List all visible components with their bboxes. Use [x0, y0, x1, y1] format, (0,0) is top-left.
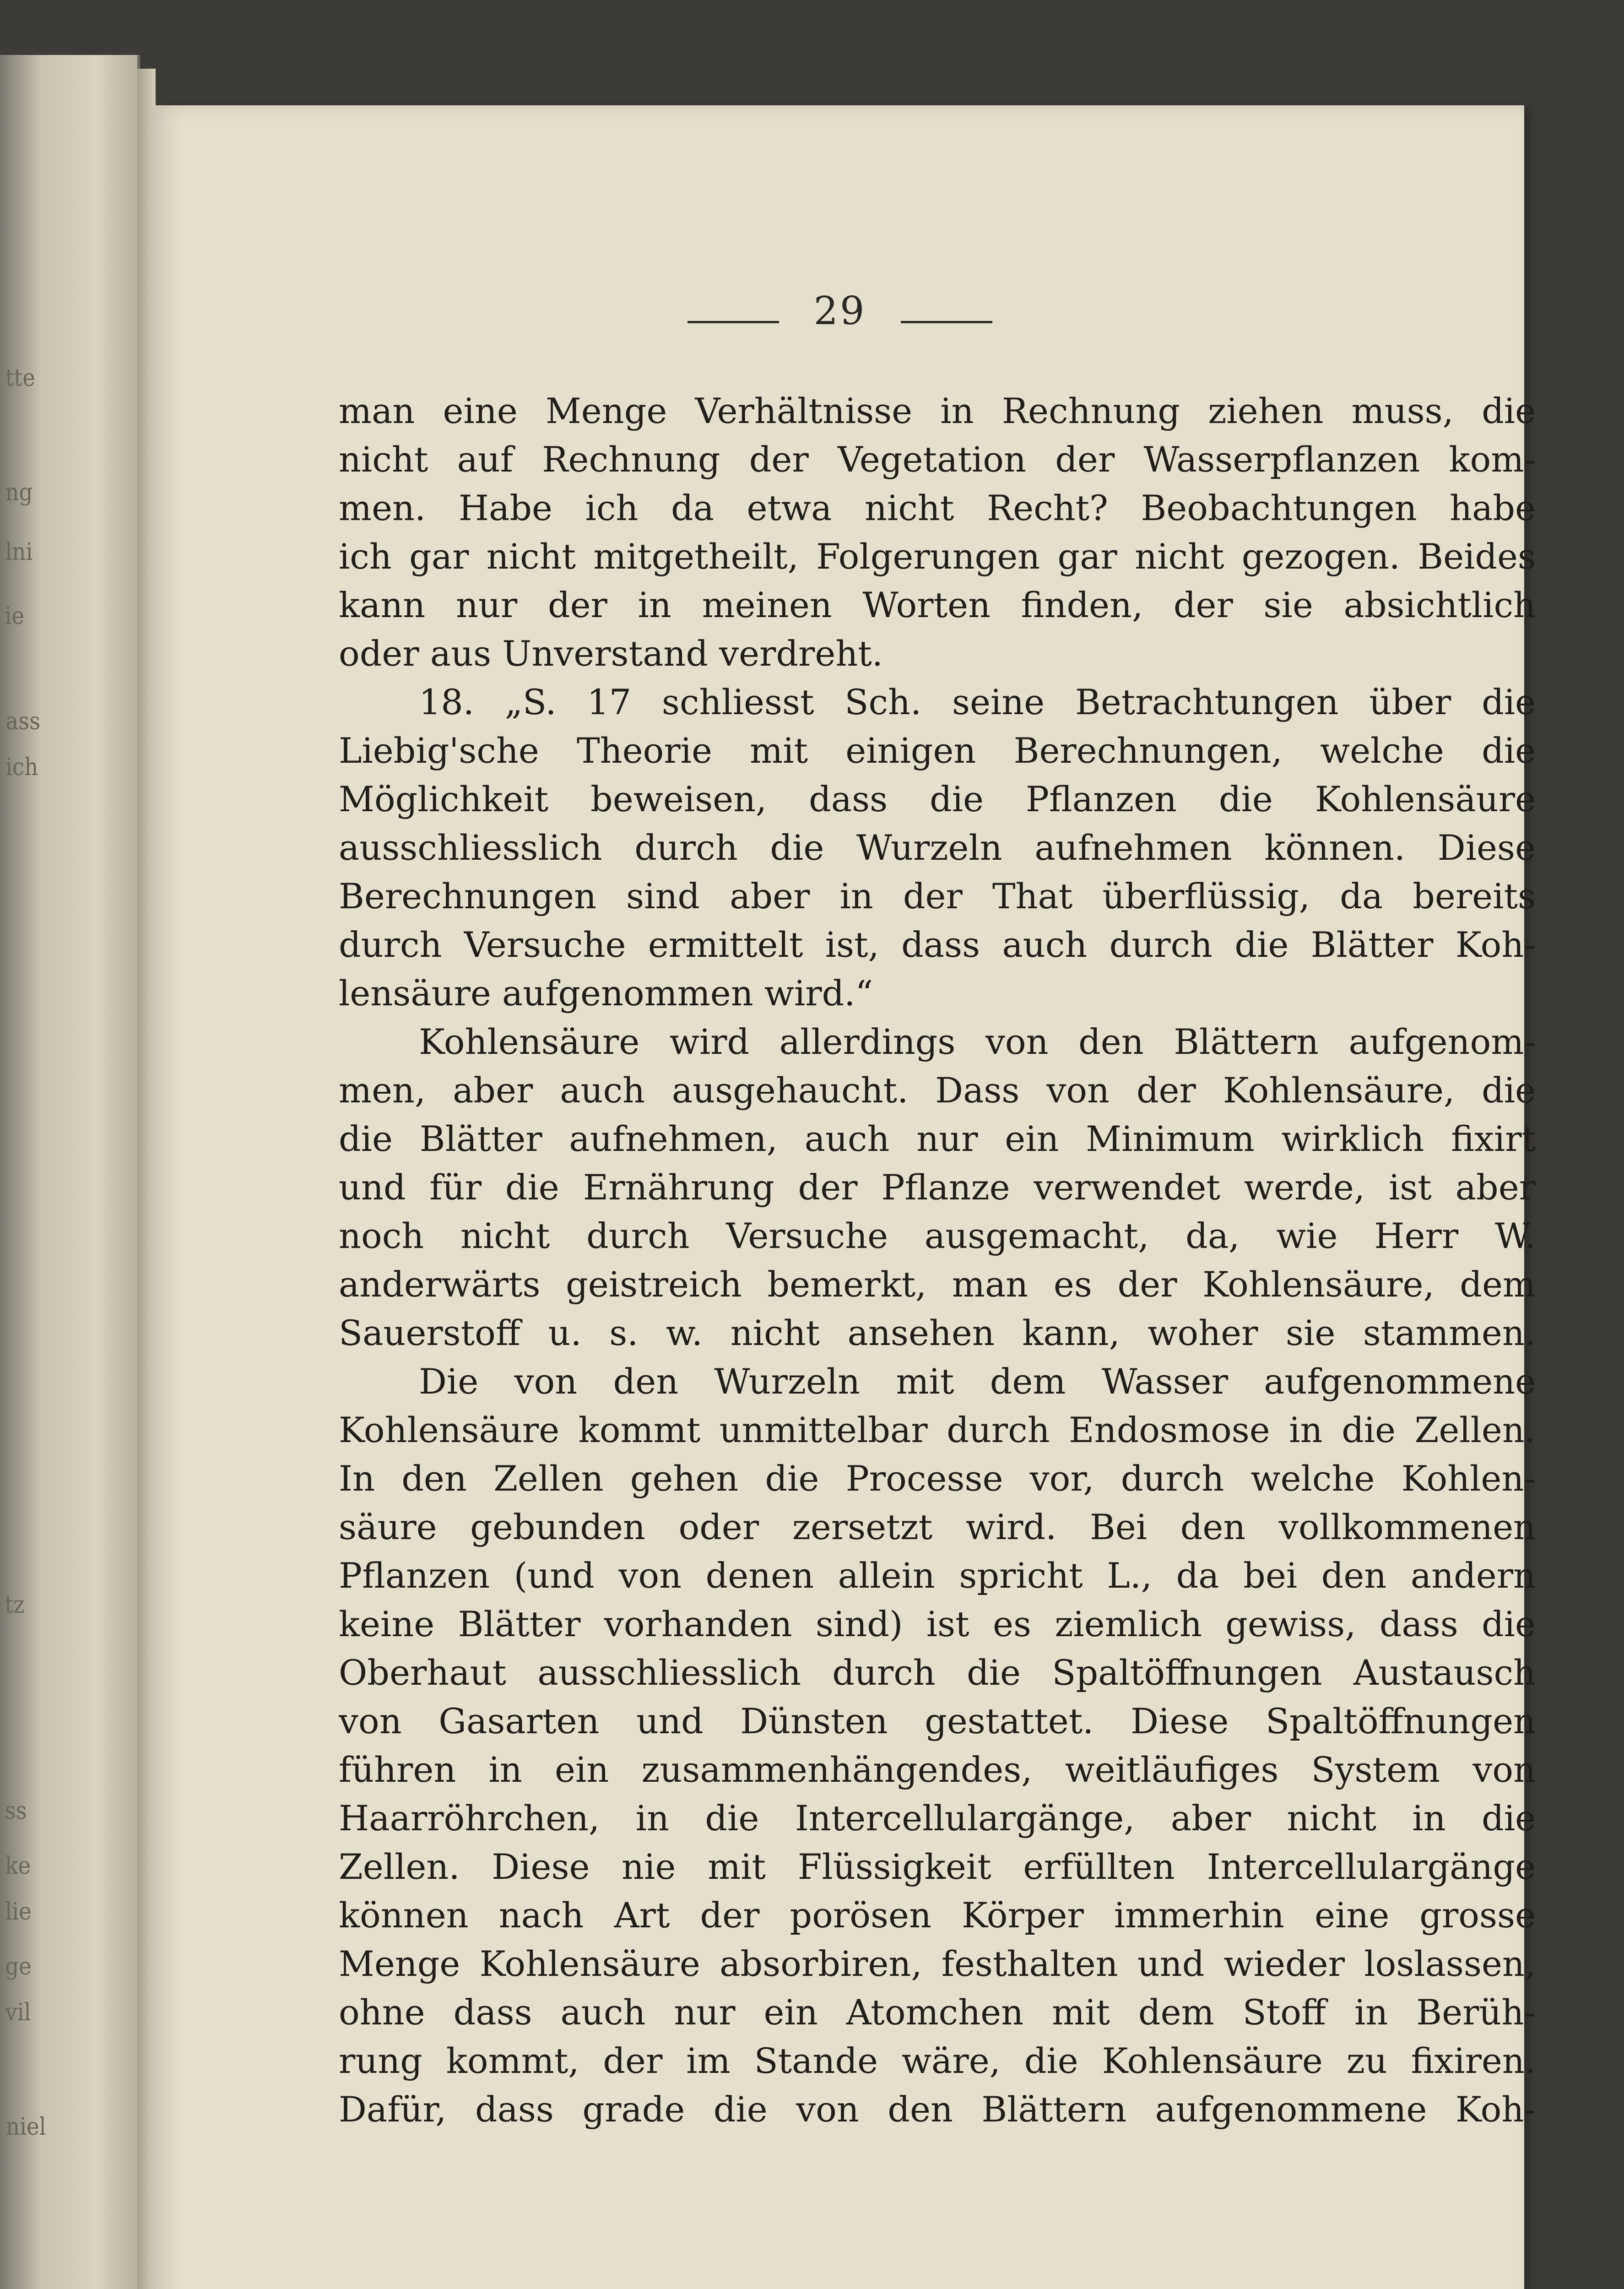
page-header [156, 288, 1524, 343]
text-line: rung kommt, der im Stande wäre, die Kohlensäure zu fixiren. [339, 2040, 1536, 2081]
gutter-strip [137, 69, 156, 2289]
text-line: können nach Art der porösen Körper immerhin eine grosse [339, 1895, 1536, 1936]
text-line: Die von den Wurzeln mit dem Wasser aufgenommene [419, 1361, 1536, 1402]
facing-page-fragment: ng [5, 479, 33, 506]
text-line: durch Versuche ermittelt ist, dass auch durch die Blätter Koh- [339, 924, 1536, 965]
facing-page-fragment: niel [5, 2113, 46, 2141]
text-line: Zellen. Diese nie mit Flüssigkeit erfüllten Intercellulargänge [339, 1846, 1536, 1887]
facing-page-fragment: ge [5, 1953, 32, 1980]
text-line: von Gasarten und Dünsten gestattet. Diese Spaltöffnungen [339, 1701, 1536, 1741]
text-line: anderwärts geistreich bemerkt, man es der Kohlensäure, dem [339, 1264, 1536, 1305]
text-line: Kohlensäure wird allerdings von den Blättern aufgenom- [419, 1021, 1536, 1062]
text-line: die Blätter aufnehmen, auch nur ein Minimum wirklich fixirt [339, 1118, 1536, 1159]
text-line: In den Zellen gehen die Processe vor, durch welche Kohlen- [339, 1458, 1536, 1499]
facing-page-fragment: lie [5, 1898, 32, 1926]
text-line: Liebig'sche Theorie mit einigen Berechnungen, welche die [339, 730, 1536, 771]
facing-page-fragment: ss [5, 1797, 27, 1825]
text-line: Möglichkeit beweisen, dass die Pflanzen die Kohlensäure [339, 779, 1536, 819]
text-line: lensäure aufgenommen wird.“ [339, 973, 873, 1014]
header-rule-right [901, 321, 992, 323]
text-line: kann nur der in meinen Worten finden, der sie absichtlich [339, 585, 1536, 625]
book-page [156, 105, 1536, 2289]
text-line: Kohlensäure kommt unmittelbar durch Endosmose in die Zellen. [339, 1410, 1536, 1450]
text-line: man eine Menge Verhältnisse in Rechnung ziehen muss, die [339, 391, 1536, 431]
page-number: 29 [813, 288, 866, 333]
text-line: oder aus Unverstand verdreht. [339, 633, 883, 674]
text-line: ich gar nicht mitgetheilt, Folgerungen gar nicht gezogen. Beides [339, 536, 1536, 577]
text-line: ausschliesslich durch die Wurzeln aufnehmen können. Diese [339, 827, 1536, 868]
facing-page-fragment: tte [5, 364, 35, 392]
header-rule-left [687, 321, 779, 323]
body-text [339, 387, 1536, 2134]
text-line: und für die Ernährung der Pflanze verwendet werde, ist aber [339, 1167, 1536, 1208]
text-line: säure gebunden oder zersetzt wird. Bei den vollkommenen [339, 1507, 1536, 1547]
text-line: Pflanzen (und von denen allein spricht L., da bei den andern [339, 1555, 1536, 1596]
text-line: Sauerstoff u. s. w. nicht ansehen kann, woher sie stammen. [339, 1313, 1536, 1353]
facing-page-fragment: ich [5, 754, 38, 781]
facing-page-fragment: ke [5, 1852, 31, 1880]
text-line: men. Habe ich da etwa nicht Recht? Beobachtungen habe [339, 488, 1536, 528]
facing-page-fragment: ie [5, 602, 25, 630]
text-line: 18. „S. 17 schliesst Sch. seine Betrachtungen über die [419, 682, 1536, 722]
text-line: Haarröhrchen, in die Intercellulargänge, aber nicht in die [339, 1798, 1536, 1839]
text-line: nicht auf Rechnung der Vegetation der Wasserpflanzen kom- [339, 439, 1536, 480]
text-line: führen in ein zusammenhängendes, weitläufiges System von [339, 1749, 1536, 1790]
text-line: keine Blätter vorhanden sind) ist es ziemlich gewiss, dass die [339, 1604, 1536, 1644]
text-line: men, aber auch ausgehaucht. Dass von der Kohlensäure, die [339, 1070, 1536, 1111]
text-line: noch nicht durch Versuche ausgemacht, da, wie Herr W. [339, 1215, 1536, 1256]
text-line: Dafür, dass grade die von den Blättern aufgenommene Koh- [339, 2089, 1536, 2130]
text-line: Menge Kohlensäure absorbiren, festhalten und wieder loslassen, [339, 1943, 1536, 1984]
facing-page-fragment: tz [5, 1591, 25, 1619]
text-line: Berechnungen sind aber in der That überflüssig, da bereits [339, 876, 1536, 917]
facing-page-fragment: ass [5, 708, 41, 735]
text-line: ohne dass auch nur ein Atomchen mit dem Stoff in Berüh- [339, 1992, 1536, 2033]
text-line: Oberhaut ausschliesslich durch die Spaltöffnungen Austausch [339, 1652, 1536, 1693]
facing-page-fragment: lni [5, 538, 33, 566]
facing-page-fragment: vil [5, 1999, 31, 2026]
